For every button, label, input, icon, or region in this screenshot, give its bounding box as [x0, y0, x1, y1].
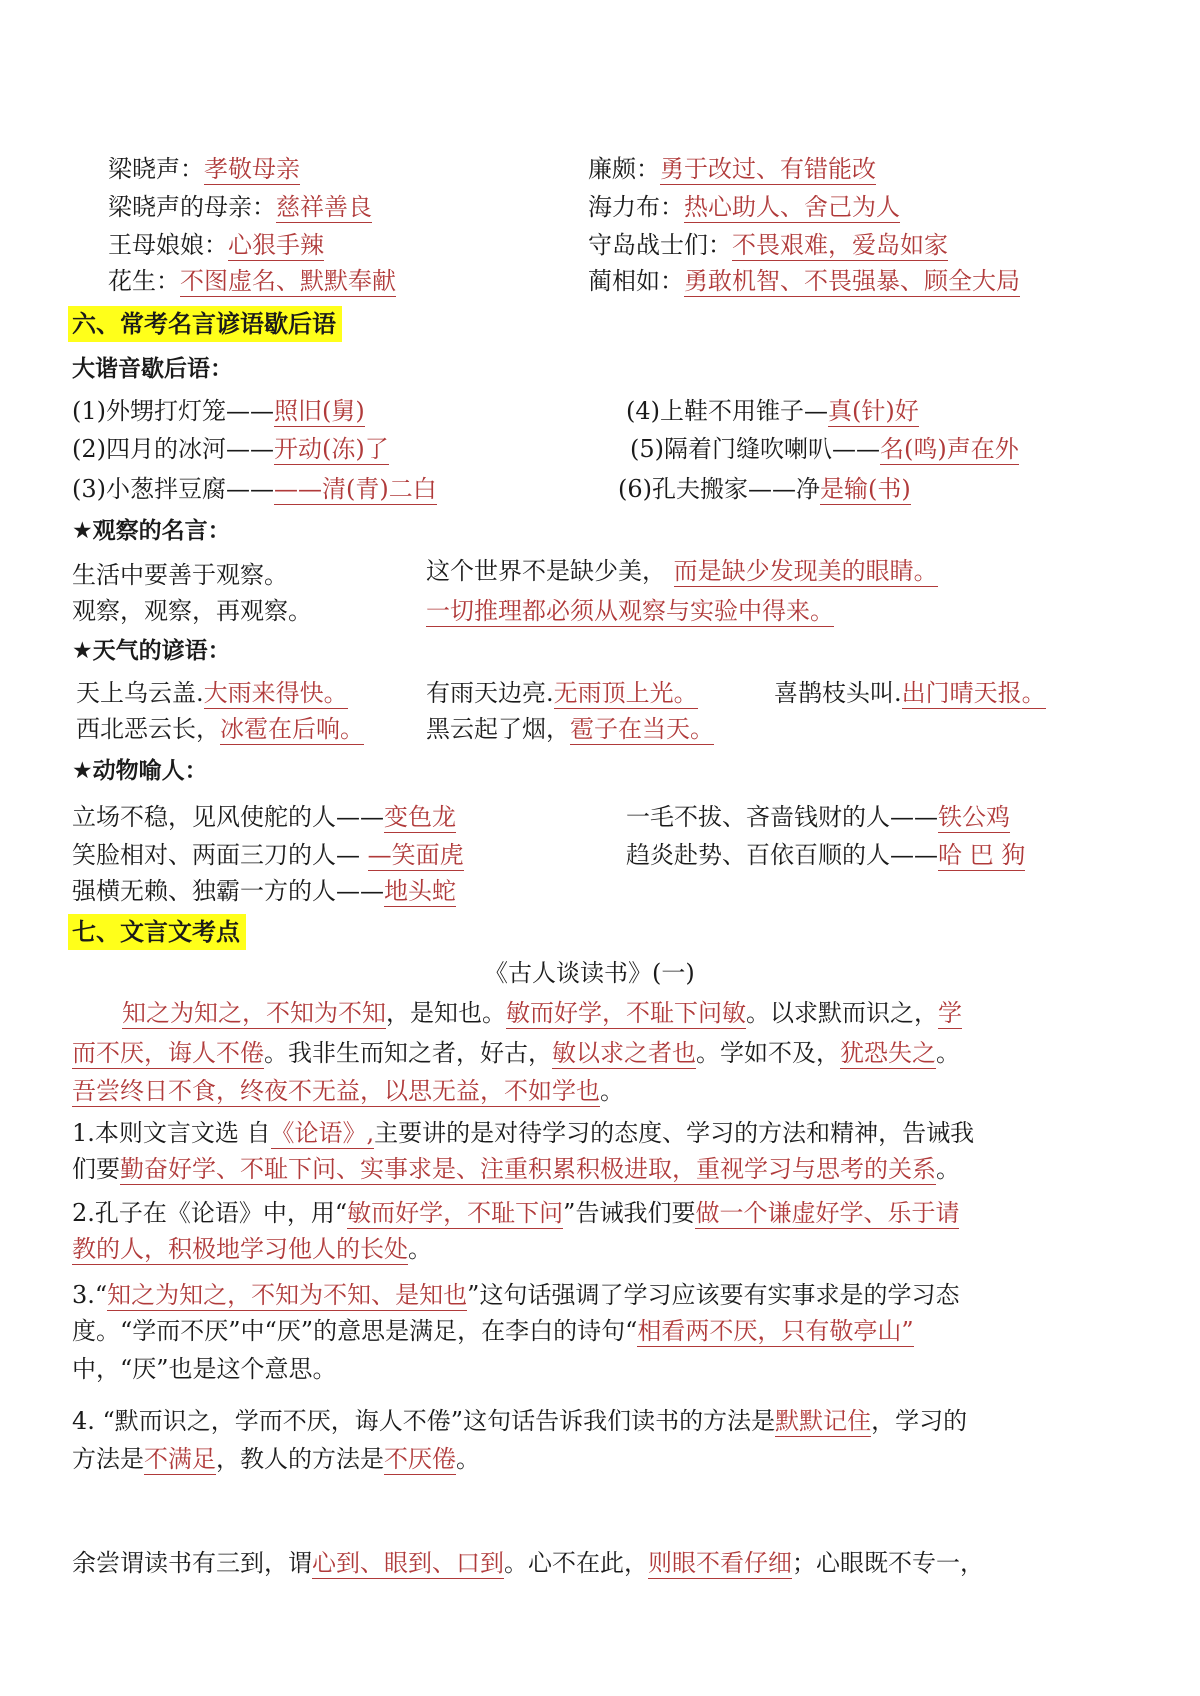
answer: 心狠手辣: [228, 231, 324, 259]
list-item: (2)四月的冰河——开动(冻)了: [72, 435, 389, 463]
answer: 变色龙: [384, 803, 456, 831]
character-row: 海力布：热心助人、舍己为人: [588, 193, 900, 221]
answer: 大雨来得快。: [203, 679, 348, 707]
answer: 名(鸣)声在外: [880, 435, 1019, 463]
quote-line: 观察，观察，再观察。: [72, 597, 312, 625]
answer: 一切推理都必须从观察与实验中得来。: [426, 597, 834, 625]
answer: 铁公鸡: [938, 803, 1010, 831]
answer: 地头蛇: [384, 877, 456, 905]
list-item: 立场不稳，见风使舵的人——变色龙: [72, 803, 456, 831]
passage-line: 而不厌，诲人不倦。我非生而知之者，好古，敏以求之者也。学如不及，犹恐失之。: [72, 1039, 960, 1067]
list-item: 笑脸相对、两面三刀的人— —笑面虎: [72, 841, 464, 869]
list-item: (4)上鞋不用锥子—真(针)好: [626, 397, 919, 425]
answer: 真(针)好: [828, 397, 919, 425]
question-line: 方法是不满足，教人的方法是不厌倦。: [72, 1445, 480, 1473]
character-row: 梁晓声的母亲：慈祥善良: [108, 193, 372, 221]
passage-title: 《古人谈读书》(一): [484, 959, 695, 987]
section-heading: 七、文言文考点: [68, 914, 246, 950]
answer: 勇敢机智、不畏强暴、顾全大局: [684, 267, 1020, 295]
quote-line: 生活中要善于观察。: [72, 561, 288, 589]
answer: 是输(书): [820, 475, 911, 503]
quote-line: 这个世界不是缺少美， 而是缺少发现美的眼睛。: [426, 557, 938, 585]
answer: 哈 巴 狗: [938, 841, 1026, 869]
question-line: 4. “默而识之，学而不厌，诲人不倦”这句话告诉我们读书的方法是默默记住，学习的: [72, 1407, 968, 1435]
answer: 慈祥善良: [276, 193, 372, 221]
list-item: (6)孔夫搬家——净是输(书): [618, 475, 911, 503]
answer: 而是缺少发现美的眼睛。: [673, 557, 938, 585]
question-line: 教的人，积极地学习他人的长处。: [72, 1235, 432, 1263]
list-item: (1)外甥打灯笼——照旧(舅): [72, 397, 365, 425]
answer: 冰雹在后响。: [220, 715, 364, 743]
character-row: 守岛战士们：不畏艰难，爱岛如家: [588, 231, 948, 259]
proverb-line: 西北恶云长，冰雹在后响。: [76, 715, 364, 743]
subsection-title: 大谐音歇后语：: [72, 356, 233, 382]
question-line: 1.本则文言文选 自《论语》,主要讲的是对待学习的态度、学习的方法和精神，告诫我: [72, 1119, 975, 1147]
question-line: 3.“知之为知之，不知为不知、是知也”这句话强调了学习应该要有实事求是的学习态: [72, 1281, 960, 1309]
subsection-title: ★观察的名言：: [72, 518, 231, 544]
list-item: 一毛不拔、吝啬钱财的人——铁公鸡: [626, 803, 1010, 831]
answer: 不畏艰难，爱岛如家: [732, 231, 948, 259]
answer: 热心助人、舍己为人: [684, 193, 900, 221]
question-line: 中，“厌”也是这个意思。: [72, 1355, 337, 1383]
proverb-line: 喜鹊枝头叫.出门晴天报。: [774, 679, 1046, 707]
answer: —笑面虎: [367, 841, 464, 869]
character-row: 梁晓声：孝敬母亲: [108, 155, 300, 183]
list-item: 强横无赖、独霸一方的人——地头蛇: [72, 877, 456, 905]
list-item: 趋炎赴势、百依百顺的人——哈 巴 狗: [626, 841, 1026, 869]
answer: 出门晴天报。: [901, 679, 1046, 707]
proverb-line: 黑云起了烟，雹子在当天。: [426, 715, 714, 743]
answer: ——清(青)二白: [274, 475, 437, 503]
proverb-line: 有雨天边亮.无雨顶上光。: [426, 679, 698, 707]
passage-line: 余尝谓读书有三到，谓心到、眼到、口到。心不在此，则眼不看仔细；心眼既不专一，: [72, 1549, 984, 1577]
section-heading: 六、常考名言谚语歇后语: [68, 306, 342, 342]
list-item: (3)小葱拌豆腐————清(青)二白: [72, 475, 437, 503]
passage-line: 吾尝终日不食，终夜不无益，以思无益，不如学也。: [72, 1077, 624, 1105]
answer: 雹子在当天。: [570, 715, 714, 743]
question-line: 们要勤奋好学、不耻下问、实事求是、注重积累积极进取，重视学习与思考的关系。: [72, 1155, 960, 1183]
question-line: 2.孔子在《论语》中，用“敏而好学，不耻下问”告诫我们要做一个谦虚好学、乐于请: [72, 1199, 960, 1227]
subsection-title: ★天气的谚语：: [72, 638, 231, 664]
answer: 不图虚名、默默奉献: [180, 267, 396, 295]
character-row: 蔺相如：勇敢机智、不畏强暴、顾全大局: [588, 267, 1020, 295]
subsection-title: ★动物喻人：: [72, 758, 208, 784]
quote-line: [426, 594, 834, 628]
answer: 无雨顶上光。: [553, 679, 698, 707]
answer: 开动(冻)了: [274, 435, 389, 463]
passage-line: 知之为知之，不知为不知，是知也。敏而好学，不耻下问敏。以求默而识之，学: [122, 999, 962, 1027]
character-row: 廉颇：勇于改过、有错能改: [588, 155, 876, 183]
character-row: 花生：不图虚名、默默奉献: [108, 267, 396, 295]
answer: 勇于改过、有错能改: [660, 155, 876, 183]
character-row: 王母娘娘：心狠手辣: [108, 231, 324, 259]
question-line: 度。“学而不厌”中“厌”的意思是满足，在李白的诗句“相看两不厌，只有敬亭山”: [72, 1317, 914, 1345]
list-item: (5)隔着门缝吹喇叭——名(鸣)声在外: [630, 435, 1019, 463]
proverb-line: 天上乌云盖.大雨来得快。: [76, 679, 348, 707]
answer: 孝敬母亲: [204, 155, 300, 183]
answer: 照旧(舅): [274, 397, 365, 425]
